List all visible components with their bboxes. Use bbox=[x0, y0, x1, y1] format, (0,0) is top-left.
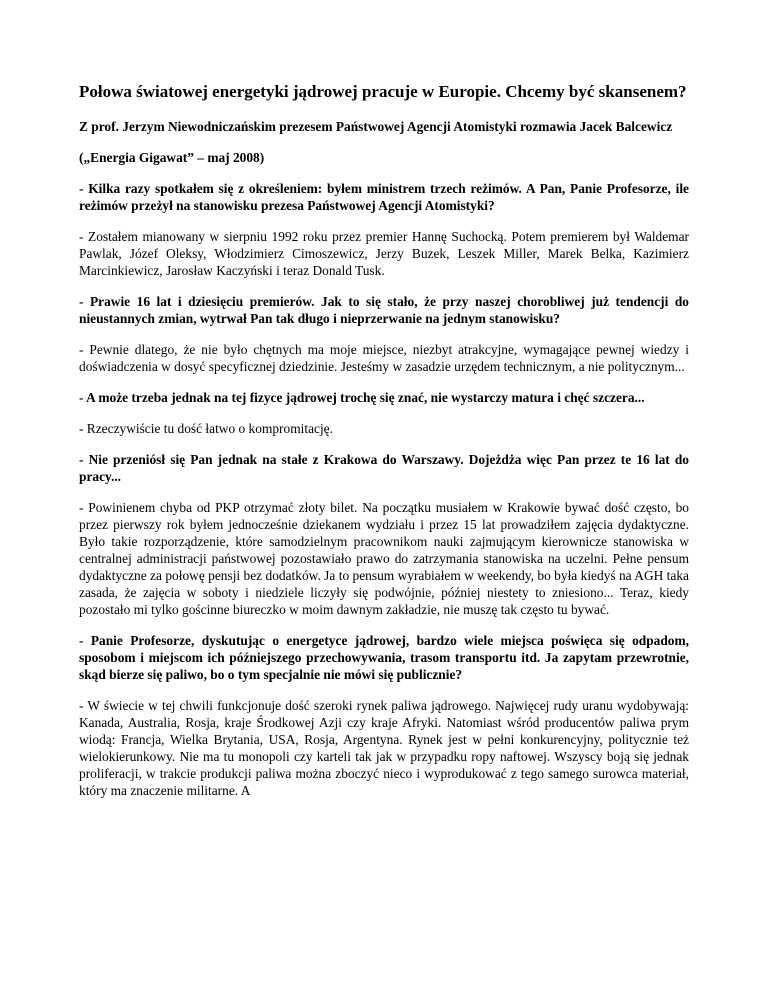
answer-paragraph: - Powinienem chyba od PKP otrzymać złoty bilet. Na początku musiałem w Krakowie bywać dość często, bo przez pierwszy rok byłem jednocześnie dziekanem wydziału i przez 15 lat prowadziłem zajęcia dydaktyczne. Było takie rozporządzenie, które samodzielnym pracownikom nauki zajmującym kierownicze stanowiska w centralnej administracji państwowej pozostawiało prawo do zatrzymania stanowiska na uczelni. Pełne pensum dydaktyczne za połowę pensji bez dodatków. Ja to pensum wyrabiałem w weekendy, bo była kiedyś na AGH taka zasada, że zajęcia w soboty i niedziele liczyły się podwójnie, później niestety to zniesiono... Teraz, kiedy pozostało mi tylko gościnne biureczko w moim dawnym zakładzie, nie muszę tak często tu bywać. bbox=[79, 500, 689, 617]
answer-paragraph: - Rzeczywiście tu dość łatwo o kompromitację. bbox=[79, 421, 333, 436]
article-title: Połowa światowej energetyki jądrowej pracuje w Europie. Chcemy być skansenem? bbox=[79, 82, 687, 101]
answer-paragraph: - Pewnie dlatego, że nie było chętnych ma moje miejsce, niezbyt atrakcyjne, wymagające pewnej wiedzy i doświadczenia w dosyć specyficznej dziedzinie. Jesteśmy w zasadzie urzędem technicznym, a nie politycznym... bbox=[79, 342, 689, 374]
question-paragraph: - Kilka razy spotkałem się z określeniem: byłem ministrem trzech reżimów. A Pan, Panie Profesorze, ile reżimów przeżył na stanowisku prezesa Państwowej Agencji Atomistyki? bbox=[79, 181, 689, 213]
article-source: („Energia Gigawat” – maj 2008) bbox=[79, 150, 265, 165]
answer-paragraph: - Zostałem mianowany w sierpniu 1992 roku przez premier Hannę Suchocką. Potem premierem był Waldemar Pawlak, Józef Oleksy, Włodzimierz Cimoszewicz, Jerzy Buzek, Leszek Miller, Marek Belka, Kazimierz Marcinkiewicz, Jarosław Kaczyński i teraz Donald Tusk. bbox=[79, 229, 689, 278]
question-paragraph: - A może trzeba jednak na tej fizyce jądrowej trochę się znać, nie wystarczy matura i chęć szczera... bbox=[79, 390, 645, 405]
article-byline: Z prof. Jerzym Niewodniczańskim prezesem Państwowej Agencji Atomistyki rozmawia Jacek Balcewicz bbox=[79, 119, 673, 134]
question-paragraph: - Prawie 16 lat i dziesięciu premierów. Jak to się stało, że przy naszej chorobliwej już tendencji do nieustannych zmian, wytrwał Pan tak długo i nieprzerwanie na jednym stanowisku? bbox=[79, 294, 689, 326]
answer-paragraph: - W świecie w tej chwili funkcjonuje dość szeroki rynek paliwa jądrowego. Najwięcej rudy uranu wydobywają: Kanada, Australia, Rosja, kraje Środkowej Azji czy kraje Afryki. Natomiast wśród producentów paliwa prym wiodą: Francja, Wielka Brytania, USA, Rosja, Argentyna. Rynek jest w pełni konkurencyjny, politycznie też wielokierunkowy. Nie ma tu monopoli czy karteli tak jak w przypadku ropy naftowej. Wszyscy boją się jednak proliferacji, w trakcie produkcji paliwa można zboczyć nieco i wyprodukować z tego samego surowca materiał, który ma znaczenie militarne. A bbox=[79, 698, 689, 798]
question-paragraph: - Nie przeniósł się Pan jednak na stałe z Krakowa do Warszawy. Dojeżdża więc Pan przez te 16 lat do pracy... bbox=[79, 452, 689, 484]
question-paragraph: - Panie Profesorze, dyskutując o energetyce jądrowej, bardzo wiele miejsca poświęca się odpadom, sposobom i miejscom ich późniejszego przechowywania, trasom transportu itd. Ja zapytam przewrotnie, skąd bierze się paliwo, bo o tym specjalnie nie mówi się publicznie? bbox=[79, 633, 689, 682]
